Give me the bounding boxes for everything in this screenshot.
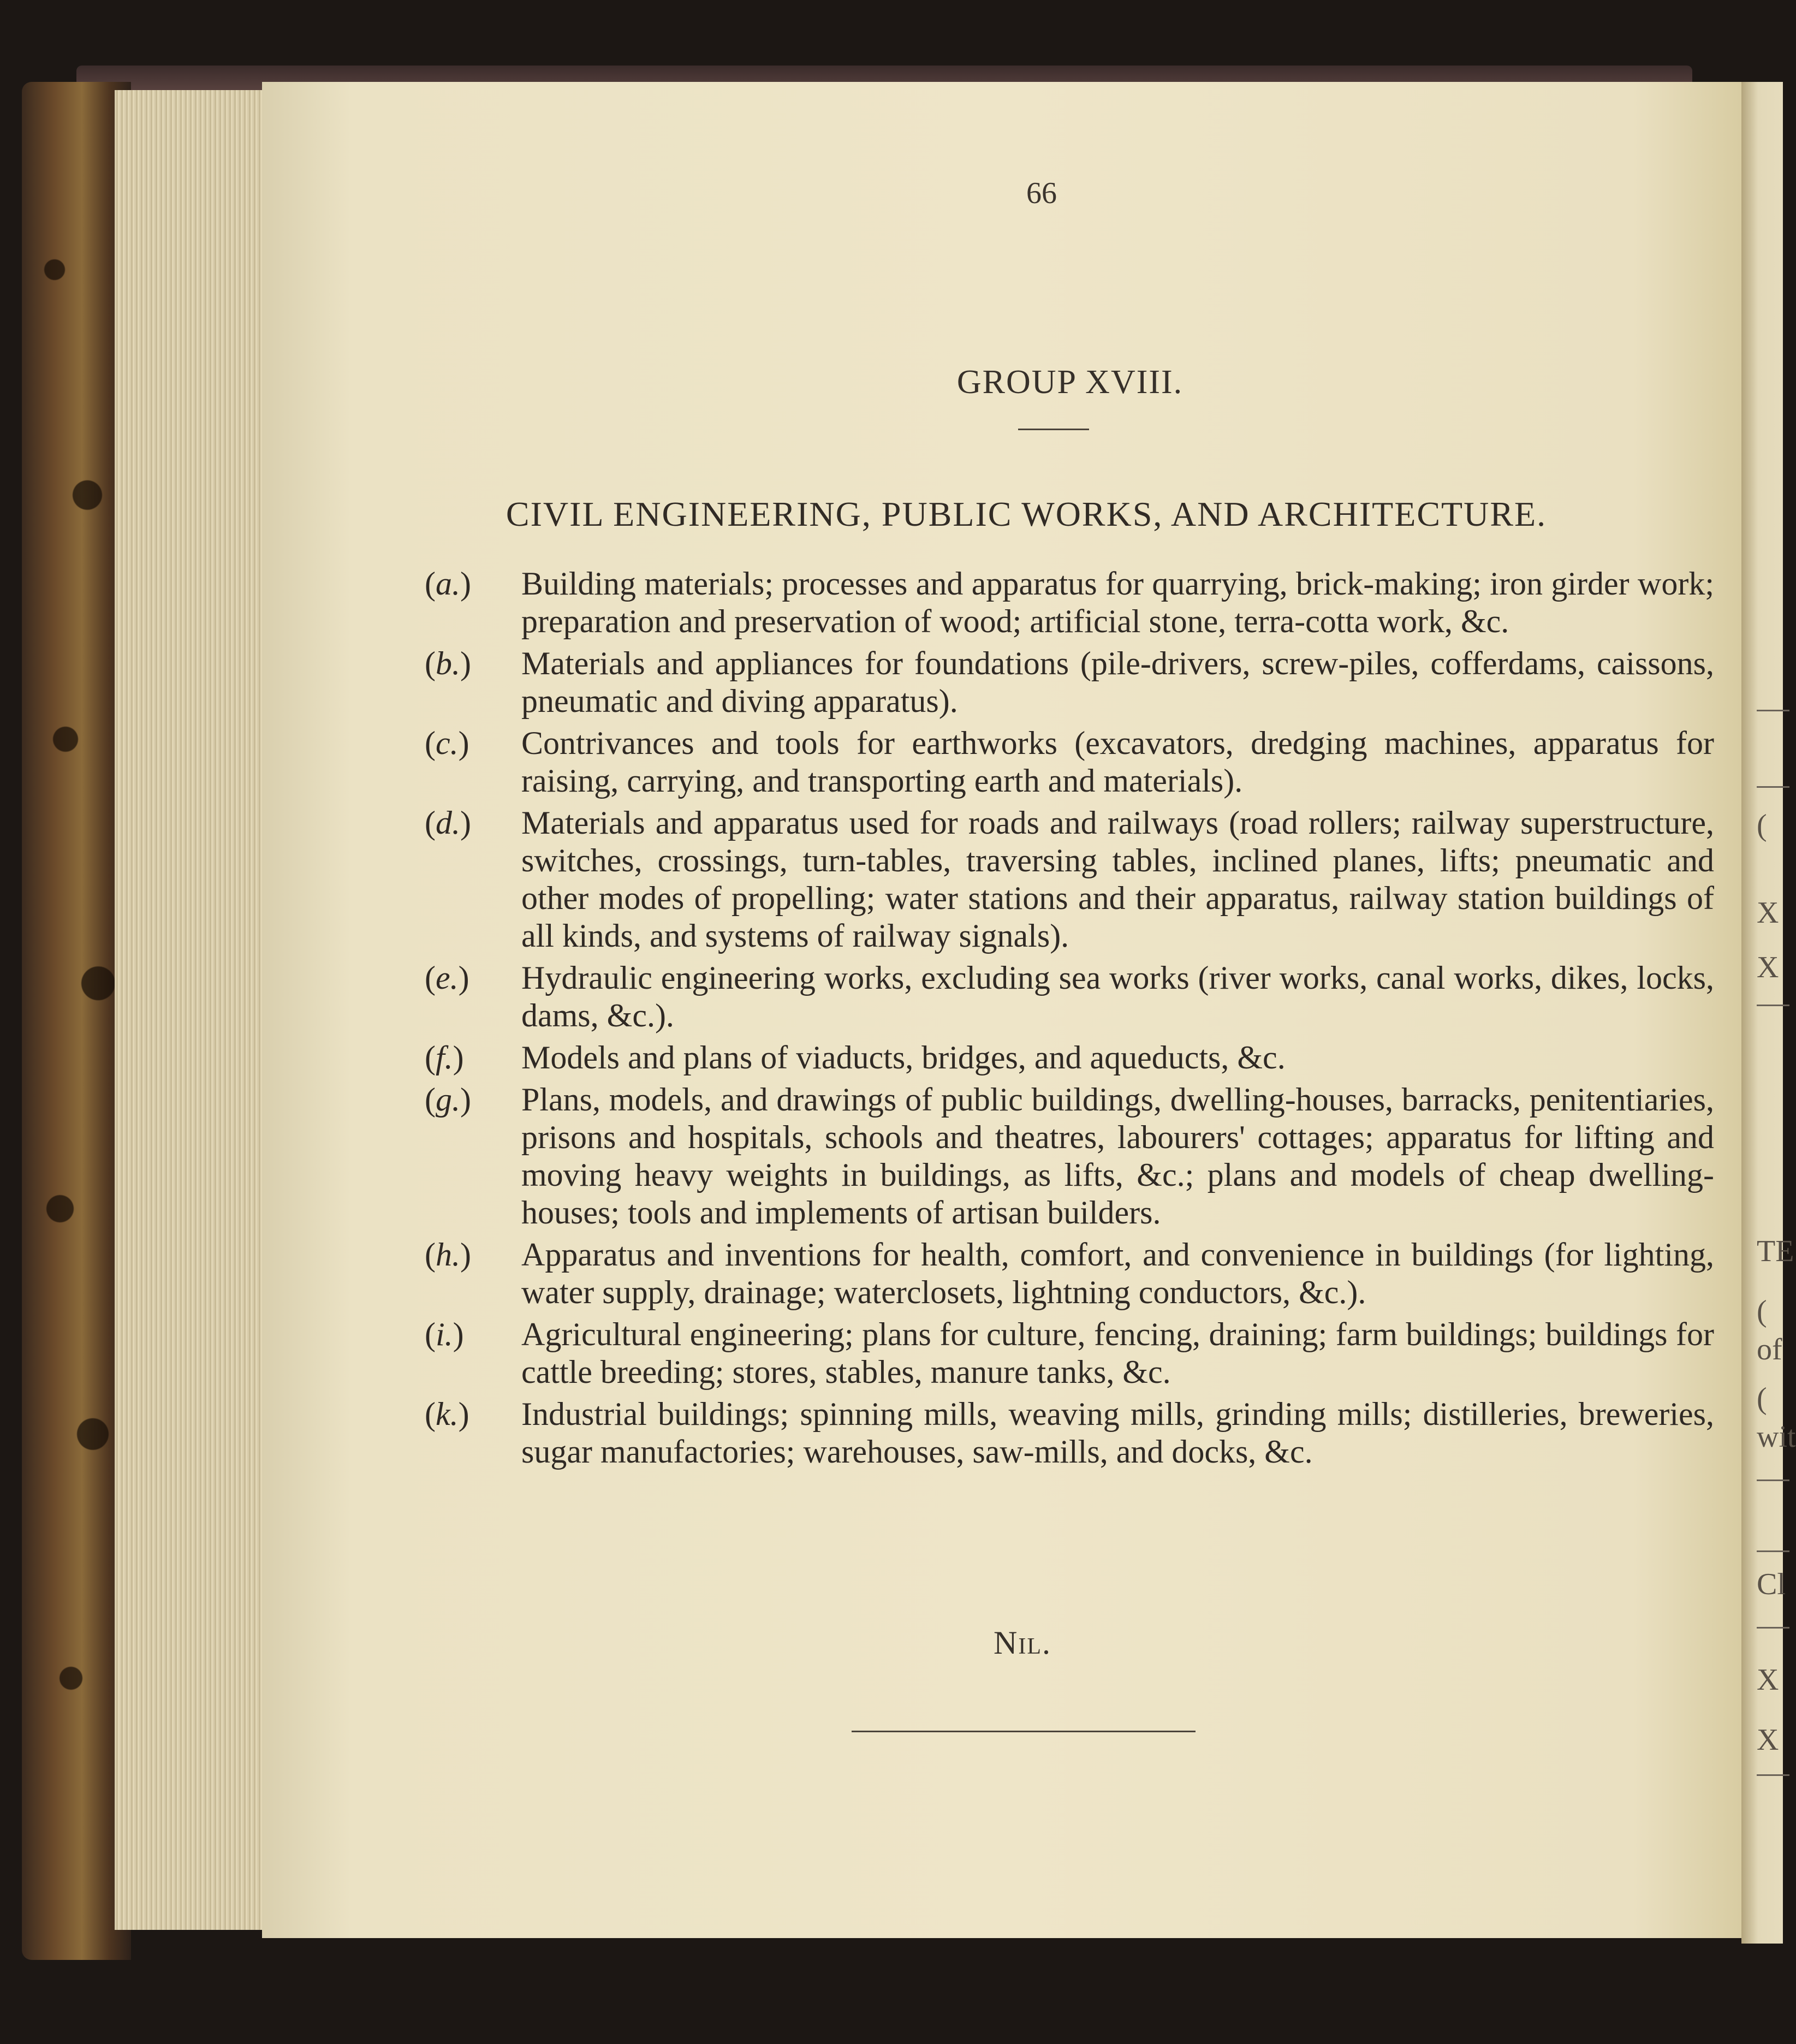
list-item xyxy=(415,1395,1714,1471)
next-page-edge xyxy=(1741,82,1796,1944)
entry-text: Industrial buildings; spinning mills, weaving mills, grinding mills; distilleries, breweries, sugar manufactories; warehouses, saw-mills, and docks, &c. xyxy=(521,1396,1714,1470)
list-item xyxy=(415,1316,1714,1391)
entry-label: (k.) xyxy=(425,1396,469,1432)
entry-text: Plans, models, and drawings of public buildings, dwelling-houses, barracks, penitentiaries, prisons and hospitals, schools and theatres, labourers' cottages; apparatus for lifting and moving heavy weights in buildings, as lifts, &c.; plans and models of cheap dwelling-houses; tools and implements of artisan builders. xyxy=(521,1082,1714,1231)
entry-label: (b.) xyxy=(425,645,471,681)
next-page-fragment: X xyxy=(1757,950,1779,984)
entry-label: (c.) xyxy=(425,725,469,761)
entry-text: Agricultural engineering; plans for culture, fencing, draining; farm buildings; buildings for cattle breeding; stores, stables, manure tanks, &c. xyxy=(521,1316,1714,1390)
next-page-fragment: X xyxy=(1757,1663,1779,1697)
next-page-fragment: ( xyxy=(1757,1294,1767,1328)
next-page-fragment: wit xyxy=(1757,1420,1796,1454)
list-item xyxy=(415,1081,1714,1232)
next-page-fragment: ( xyxy=(1757,809,1767,842)
group-heading: GROUP XVIII. xyxy=(956,364,1184,401)
entry-label: (g.) xyxy=(425,1082,471,1118)
list-item xyxy=(415,1039,1714,1077)
next-page-rule xyxy=(1757,1005,1789,1006)
entry-label: (d.) xyxy=(425,805,471,841)
list-item xyxy=(415,724,1714,800)
entry-label: (h.) xyxy=(425,1237,471,1273)
entry-text: Building materials; processes and apparatus for quarrying, brick-making; iron girder work; preparation and preservation of wood; artificial stone, terra-cotta work, &c. xyxy=(521,566,1714,639)
list-item xyxy=(415,645,1714,720)
list-item xyxy=(415,565,1714,640)
entry-text: Contrivances and tools for earthworks (excavators, dredging machines, apparatus for raising, carrying, and transporting earth and materials). xyxy=(521,725,1714,799)
next-page-rule xyxy=(1757,1774,1789,1776)
page-number: 66 xyxy=(1026,176,1057,210)
end-rule xyxy=(852,1731,1196,1732)
entry-label: (i.) xyxy=(425,1316,464,1352)
entry-text: Materials and appliances for foundations (pile-drivers, screw-piles, cofferdams, caissons, pneumatic and diving apparatus). xyxy=(521,645,1714,719)
list-item xyxy=(415,804,1714,955)
entry-list xyxy=(415,565,1714,1475)
entry-text: Apparatus and inventions for health, comfort, and convenience in buildings (for lighting, water supply, drainage; waterclosets, lightning conductors, &c.). xyxy=(521,1237,1714,1310)
list-item xyxy=(415,959,1714,1035)
next-page-fragment: ( xyxy=(1757,1382,1767,1416)
next-page-fragment: X xyxy=(1757,896,1779,930)
section-title: CIVIL ENGINEERING, PUBLIC WORKS, AND ARCHITECTURE. xyxy=(506,495,1547,533)
entry-text: Hydraulic engineering works, excluding sea works (river works, canal works, dikes, locks, dams, &c.). xyxy=(521,960,1714,1033)
entry-label: (f.) xyxy=(425,1039,464,1076)
next-page-rule xyxy=(1757,1479,1789,1481)
heading-rule xyxy=(1018,429,1089,430)
entry-label: (a.) xyxy=(425,566,471,602)
next-page-fragment: of xyxy=(1757,1333,1782,1366)
list-item xyxy=(415,1236,1714,1311)
entry-text: Materials and apparatus used for roads and railways (road rollers; railway superstructure, switches, crossings, turn-tables, traversing tables, inclined planes, lifts; pneumatic and other modes of propelling; water stations and their apparatus, railway station buildings of all kinds, and systems of railway signals). xyxy=(521,805,1714,954)
next-page-fragment: Cl xyxy=(1757,1567,1786,1601)
next-page-fragment: TE xyxy=(1757,1234,1794,1268)
entry-label: (e.) xyxy=(425,960,469,996)
next-page-rule xyxy=(1757,786,1789,788)
next-page-fragment: X xyxy=(1757,1723,1779,1757)
next-page-rule xyxy=(1757,1627,1789,1629)
entry-text: Models and plans of viaducts, bridges, and aqueducts, &c. xyxy=(521,1039,1286,1076)
nil-note: Nil. xyxy=(994,1625,1051,1661)
next-page-rule xyxy=(1757,710,1789,711)
next-page-rule xyxy=(1757,1550,1789,1552)
page-edges xyxy=(115,90,278,1930)
